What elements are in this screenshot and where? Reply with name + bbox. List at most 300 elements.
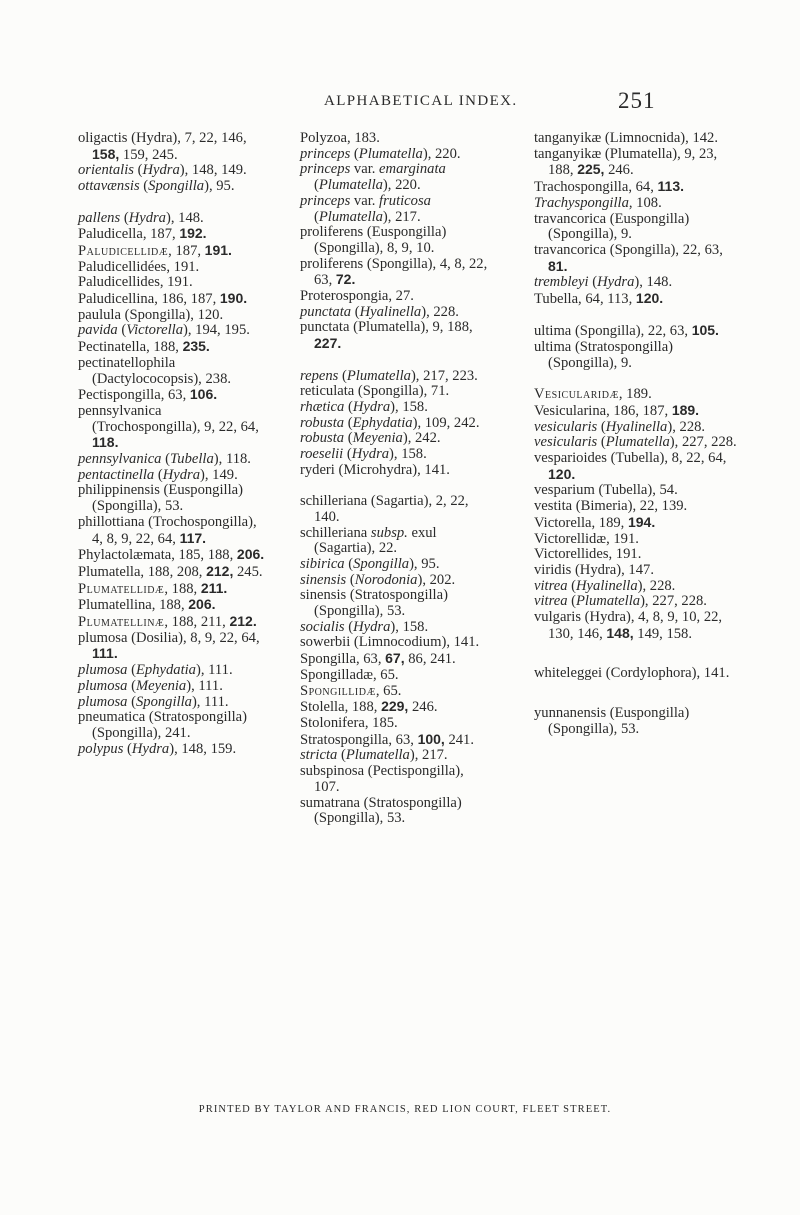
principal-page-ref: 67, [385, 650, 405, 667]
italic-term: princeps [300, 192, 351, 209]
index-entry [78, 163, 266, 179]
italic-term: Trachyspongilla [534, 194, 629, 211]
principal-page-ref: 191. [204, 241, 232, 258]
section-gap [534, 308, 738, 324]
italic-term: rhætica [300, 398, 345, 415]
entry-text: ultima (Spongilla), 22, 63, [534, 323, 692, 340]
entry-text: sinensis (Stratospongilla) (Spongilla), 53. [300, 587, 448, 620]
principal-page-ref: 227. [314, 335, 342, 352]
entry-text: Paludicellina, 186, 187, [78, 291, 220, 308]
entry-text: Plumatella, 188, 208, [78, 563, 207, 580]
index-entry [534, 666, 738, 682]
entry-text: Paludicella, 187, [78, 226, 180, 243]
italic-term: princeps [300, 145, 351, 162]
index-entry [300, 620, 490, 636]
index-entry [78, 710, 266, 741]
italic-term: Hyalinella [605, 418, 668, 435]
family-name: Plumatellinæ [78, 614, 165, 631]
italic-term: Hydra [352, 398, 391, 415]
index-entry [78, 387, 266, 404]
index-entry [300, 573, 490, 589]
entry-text: oligactis (Hydra), 7, 22, 146, [78, 130, 247, 146]
entry-text: Stratospongilla, 63, [300, 731, 418, 748]
index-entry [300, 257, 490, 289]
principal-page-ref: 212. [229, 613, 257, 630]
index-entry [534, 179, 738, 196]
entry-text: ( [346, 571, 355, 588]
italic-term: Plumatella [605, 434, 670, 451]
entry-text: ( [117, 322, 127, 339]
entry-text: ( [161, 451, 170, 468]
index-entry [534, 499, 738, 515]
index-entry [300, 369, 490, 385]
entry-text: tanganyikæ (Plumatella), 9, 23, 188, [534, 145, 718, 179]
italic-term: ottavænsis [78, 178, 140, 195]
entry-text: Tubella, 64, 113, [534, 291, 636, 308]
entry-text: Stolonifera, 185. [300, 714, 398, 731]
entry-text: schilleriana [300, 524, 371, 541]
index-entry [78, 742, 266, 758]
index-entry [78, 131, 266, 163]
index-entry [78, 323, 266, 339]
index-entry [300, 289, 490, 305]
entry-text: Polyzoa, 183. [300, 130, 380, 146]
italic-term: Ephydatia [352, 414, 413, 431]
index-entry [78, 243, 266, 260]
italic-term: Tubella [170, 451, 214, 468]
entry-text: Victorellidæ, 191. [534, 530, 639, 547]
entry-text: vesparium (Tubella), 54. [534, 482, 678, 499]
index-column-3 [534, 131, 738, 738]
index-entry [78, 547, 266, 564]
entry-text: , 188, [164, 580, 201, 597]
index-entry [300, 131, 490, 147]
italic-term: Plumatella [358, 145, 423, 162]
entry-text: ), 111. [195, 662, 233, 679]
entry-text: Phylactolæmata, 185, 188, [78, 547, 237, 564]
entry-text: 86, 241. [404, 651, 456, 668]
entry-text: ( [120, 209, 129, 226]
index-entry [534, 131, 738, 147]
entry-text: Paludicellidées, 191. [78, 258, 200, 275]
index-column-1 [78, 131, 266, 757]
entry-text: ( [588, 274, 598, 291]
family-name: Vesicularidæ [534, 386, 619, 403]
index-entry [300, 147, 490, 163]
italic-term: princeps [300, 161, 351, 178]
entry-text: ), 220. [382, 177, 421, 194]
entry-text: schilleriana (Sagartia), 2, 22, 140. [300, 493, 469, 525]
entry-text: var. [350, 192, 380, 209]
italic-term: socialis [300, 618, 345, 635]
entry-text: var. [350, 161, 380, 178]
italic-term: vitrea [534, 593, 568, 610]
entry-text: proliferens (Euspongilla) (Spongilla), 8, 9, 10. [300, 224, 447, 256]
principal-page-ref: 211. [200, 579, 228, 596]
entry-text: 149, 158. [633, 625, 692, 642]
entry-text: vesparioides (Tubella), 8, 22, 64, [534, 450, 727, 467]
entry-text: exul (Sagartia), 22. [314, 524, 437, 557]
section-gap [534, 642, 738, 666]
italic-term: Hydra [162, 466, 201, 483]
index-entry [534, 563, 738, 579]
entry-text: reticulata (Spongilla), 71. [300, 383, 450, 400]
entry-text: ( [127, 677, 136, 694]
family-name: Paludicellidæ [78, 242, 169, 259]
entry-text: ), 95. [204, 178, 235, 195]
entry-text: ( [154, 466, 163, 483]
principal-page-ref: 72. [335, 271, 356, 288]
entry-text: ryderi (Microhydra), 141. [300, 461, 450, 478]
entry-text: 246. [604, 162, 634, 179]
entry-text: ( [344, 618, 354, 635]
italic-term: emarginata [379, 161, 446, 178]
index-entry [534, 212, 738, 243]
entry-text: ( [344, 555, 354, 572]
index-entry [300, 447, 490, 463]
index-entry [78, 631, 266, 663]
entry-text: ( [597, 418, 606, 435]
principal-page-ref: 194. [627, 513, 656, 530]
index-entry [78, 260, 266, 276]
entry-text: ( [337, 747, 346, 764]
entry-text: ), 220. [422, 145, 461, 162]
italic-term: vitrea [534, 577, 568, 594]
italic-term: Victorella [126, 322, 183, 339]
index-entry [534, 579, 738, 595]
entry-text: ( [567, 577, 577, 594]
italic-term: sinensis [300, 571, 347, 588]
index-entry [78, 695, 266, 711]
principal-page-ref: 189. [671, 401, 700, 418]
entry-text: ), 148, 159. [169, 740, 237, 757]
entry-text: ( [123, 740, 132, 757]
index-entry [78, 483, 266, 514]
index-entry [78, 679, 266, 695]
index-entry [78, 226, 266, 243]
entry-text: Victorellides, 191. [534, 546, 642, 563]
header-title: ALPHABETICAL INDEX. [324, 93, 518, 109]
italic-term: vesicularis [534, 434, 598, 451]
italic-term: Spongilla [135, 693, 192, 710]
principal-page-ref: 118. [92, 434, 119, 451]
entry-text: Spongilladæ, 65. [300, 666, 399, 683]
index-entry [534, 387, 738, 403]
entry-text: ( [127, 662, 136, 679]
entry-text: punctata (Plumatella), 9, 188, [300, 319, 473, 336]
index-entry [300, 305, 490, 321]
index-entry [300, 699, 490, 716]
entry-text: ( [314, 208, 319, 225]
principal-page-ref: 117. [179, 529, 207, 546]
entry-text: ( [567, 593, 577, 610]
principal-page-ref: 81. [548, 257, 568, 274]
index-entry [300, 668, 490, 684]
index-entry [534, 594, 738, 610]
italic-term: Spongilla [148, 178, 205, 195]
index-entry [300, 635, 490, 651]
italic-term: plumosa [78, 693, 128, 710]
principal-page-ref: 229, [381, 698, 409, 715]
section-gap [300, 353, 490, 369]
index-entry [300, 732, 490, 749]
italic-term: Hydra [597, 274, 635, 291]
italic-term: plumosa [78, 662, 128, 679]
index-entry [300, 431, 490, 447]
italic-term: trembleyi [534, 274, 589, 291]
index-entry [78, 308, 266, 324]
italic-term: Hydra [353, 618, 391, 635]
entry-text: yunnanensis (Euspongilla) (Spongilla), 53. [534, 705, 690, 737]
entry-text: ), 148, 149. [179, 162, 247, 179]
index-entry [78, 452, 266, 468]
index-entry [78, 581, 266, 598]
entry-text: Stolella, 188, [300, 699, 382, 716]
entry-text: ( [133, 162, 143, 179]
entry-text: ), 202. [417, 571, 456, 588]
entry-text: ), 228. [637, 577, 676, 594]
entry-text: ), 194, 195. [183, 322, 250, 339]
index-entry [300, 463, 490, 479]
index-entry [534, 291, 738, 308]
italic-term: Hyalinella [359, 303, 422, 320]
printer-imprint: PRINTED BY TAYLOR AND FRANCIS, RED LION COURT, FLEET STREET. [198, 1104, 612, 1115]
entry-text: pneumatica (Stratospongilla) (Spongilla), 241. [78, 709, 247, 741]
index-entry [300, 651, 490, 668]
index-entry [534, 515, 738, 532]
index-entry [534, 147, 738, 179]
section-gap [534, 372, 738, 388]
entry-text: philippinensis (Euspongilla) (Spongilla), 53. [78, 482, 243, 515]
entry-text: ), 227, 228. [669, 434, 737, 451]
index-entry [78, 339, 266, 356]
index-entry [534, 532, 738, 548]
italic-term: Meyenia [352, 430, 403, 447]
index-entry [78, 179, 266, 195]
entry-text: ( [314, 177, 319, 194]
entry-text: ), 158. [390, 398, 428, 415]
entry-text: ), 217. [409, 747, 448, 764]
entry-text: Pectinatella, 188, [78, 339, 183, 356]
italic-term: Hydra [351, 446, 390, 463]
entry-text: travancorica (Euspongilla) (Spongilla), 9. [534, 210, 690, 243]
index-entry [78, 275, 266, 291]
entry-text: ( [344, 414, 353, 431]
index-entry [78, 404, 266, 452]
entry-text: ( [338, 367, 347, 384]
section-gap [78, 195, 266, 211]
index-entry [78, 597, 266, 614]
family-name: Plumatellidæ [78, 580, 165, 597]
index-entry [300, 320, 490, 352]
entry-text: phillottiana (Trochospongilla), 4, 8, 9, 22, 64, [78, 513, 257, 547]
italic-term: Norodonia [354, 571, 418, 588]
section-gap [534, 682, 738, 706]
index-entry [534, 403, 738, 420]
entry-text: sumatrana (Stratospongilla) (Spongilla), 53. [300, 794, 462, 827]
index-entry [78, 663, 266, 679]
index-entry [78, 211, 266, 227]
italic-term: stricta [300, 747, 338, 764]
principal-page-ref: 235. [182, 338, 210, 355]
entry-text: tanganyikæ (Limnocnida), 142. [534, 130, 719, 146]
entry-text: ), 158. [389, 446, 427, 463]
index-entry [534, 340, 738, 371]
entry-text: ( [344, 430, 353, 447]
index-entry [300, 588, 490, 619]
index-entry [300, 494, 490, 525]
entry-text: travancorica (Spongilla), 22, 63, [534, 241, 723, 258]
entry-text: ), 111. [191, 693, 229, 710]
entry-text: ), 228. [421, 303, 459, 320]
entry-text: ), 111. [186, 677, 223, 694]
index-entry [300, 796, 490, 827]
index-entry [300, 748, 490, 764]
index-entry [78, 468, 266, 484]
index-entry [534, 323, 738, 340]
entry-text: , 65. [375, 682, 402, 699]
principal-page-ref: 106. [189, 386, 218, 403]
principal-page-ref: 120. [548, 465, 576, 482]
entry-text: ), 95. [409, 555, 440, 572]
entry-text: ( [139, 178, 149, 195]
entry-text: ), 217. [382, 208, 421, 225]
italic-term: Hydra [131, 740, 170, 757]
italic-term: vesicularis [534, 418, 598, 435]
entry-text: vestita (Bimeria), 22, 139. [534, 498, 688, 515]
entry-text: Proterospongia, 27. [300, 288, 414, 305]
entry-text: Victorella, 189, [534, 514, 628, 531]
index-entry [300, 384, 490, 400]
index-entry [300, 162, 490, 193]
entry-text: , 189. [618, 386, 652, 403]
page-number: 251 [618, 88, 656, 113]
index-entry [300, 716, 490, 732]
index-entry [300, 416, 490, 432]
italic-term: pavida [78, 322, 118, 339]
italic-term: subsp. [370, 524, 408, 541]
entry-text: ( [350, 145, 359, 162]
principal-page-ref: 100, [417, 730, 445, 747]
italic-term: Plumatella [345, 747, 410, 764]
index-entry [534, 706, 738, 737]
principal-page-ref: 192. [179, 225, 207, 242]
principal-page-ref: 212, [206, 562, 234, 579]
entry-text: pennsylvanica (Trochospongilla), 9, 22, 64, [78, 402, 259, 435]
index-entry [534, 196, 738, 212]
principal-page-ref: 225, [577, 161, 605, 178]
principal-page-ref: 206. [188, 596, 216, 613]
index-entry [78, 291, 266, 308]
entry-text: proliferens (Spongilla), 4, 8, 22, 63, [300, 255, 488, 289]
entry-text: ( [127, 693, 136, 710]
principal-page-ref: 111. [92, 645, 118, 662]
principal-page-ref: 190. [219, 290, 248, 307]
index-entry [78, 356, 266, 387]
entry-text: ), 158. [390, 618, 429, 635]
index-entry [300, 764, 490, 795]
italic-term: Plumatella [346, 367, 411, 384]
entry-text: ), 227, 228. [640, 593, 707, 610]
italic-term: pallens [78, 209, 121, 226]
entry-text: Trachospongilla, 64, [534, 179, 658, 196]
entry-text: vulgaris (Hydra), 4, 8, 9, 10, 22, 130, 146, [534, 609, 723, 642]
index-entry [534, 483, 738, 499]
entry-text: paulula (Spongilla), 120. [78, 306, 224, 323]
index-entry [534, 420, 738, 436]
entry-text: ), 118. [213, 451, 251, 468]
entry-text: ), 148. [634, 274, 673, 291]
italic-term: pentactinella [78, 466, 155, 483]
italic-term: Hyalinella [576, 577, 638, 594]
italic-term: orientalis [78, 162, 134, 179]
index-entry [300, 225, 490, 256]
italic-term: repens [300, 367, 339, 384]
entry-text: Spongilla, 63, [300, 651, 386, 668]
italic-term: robusta [300, 414, 345, 431]
italic-term: Spongilla [353, 555, 410, 572]
italic-term: Hydra [128, 209, 166, 226]
entry-text: ), 149. [200, 466, 238, 483]
principal-page-ref: 105. [691, 322, 719, 339]
entry-text: , 187, [168, 242, 205, 259]
entry-text: ( [344, 398, 353, 415]
entry-text: 241. [444, 731, 474, 748]
entry-text: plumosa (Dosilia), 8, 9, 22, 64, [78, 629, 260, 646]
index-entry [534, 610, 738, 642]
entry-text: 246. [408, 699, 438, 716]
index-entry [534, 547, 738, 563]
index-column-2 [300, 131, 490, 827]
entry-text: viridis (Hydra), 147. [534, 561, 654, 578]
italic-term: Plumatella [318, 177, 383, 194]
entry-text: Vesicularina, 186, 187, [534, 402, 672, 419]
italic-term: roeselii [300, 446, 344, 463]
index-entry [534, 435, 738, 451]
index-entry [534, 243, 738, 275]
italic-term: pennsylvanica [78, 451, 162, 468]
entry-text: subspinosa (Pectispongilla), 107. [300, 763, 464, 795]
entry-text: 159, 245. [119, 146, 178, 163]
running-header [0, 88, 800, 118]
principal-page-ref: 120. [635, 290, 664, 307]
section-gap [300, 478, 490, 494]
index-entry [78, 564, 266, 581]
index-entry [300, 400, 490, 416]
entry-text: ( [343, 446, 352, 463]
entry-text: Pectispongilla, 63, [78, 387, 190, 404]
italic-term: Hydra [142, 162, 180, 179]
italic-term: fruticosa [379, 192, 431, 209]
principal-page-ref: 113. [657, 178, 684, 195]
index-entry [534, 275, 738, 291]
entry-text: , 108. [628, 194, 662, 211]
italic-term: robusta [300, 430, 345, 447]
italic-term: sibirica [300, 555, 345, 572]
entry-text: pectinatellophila (Dactylococopsis), 238. [78, 354, 232, 387]
entry-text: whiteleggei (Cordylophora), 141. [534, 665, 730, 682]
entry-text: ), 217, 223. [410, 367, 478, 384]
index-entry [300, 526, 490, 557]
italic-term: plumosa [78, 677, 128, 694]
principal-page-ref: 148, [606, 624, 634, 641]
index-entry [300, 194, 490, 225]
entry-text: sowerbii (Limnocodium), 141. [300, 634, 480, 651]
entry-text: ( [351, 303, 360, 320]
principal-page-ref: 206. [236, 546, 265, 563]
entry-text: Plumatellina, 188, [78, 597, 189, 614]
entry-text: ultima (Stratospongilla) (Spongilla), 9. [534, 339, 674, 371]
